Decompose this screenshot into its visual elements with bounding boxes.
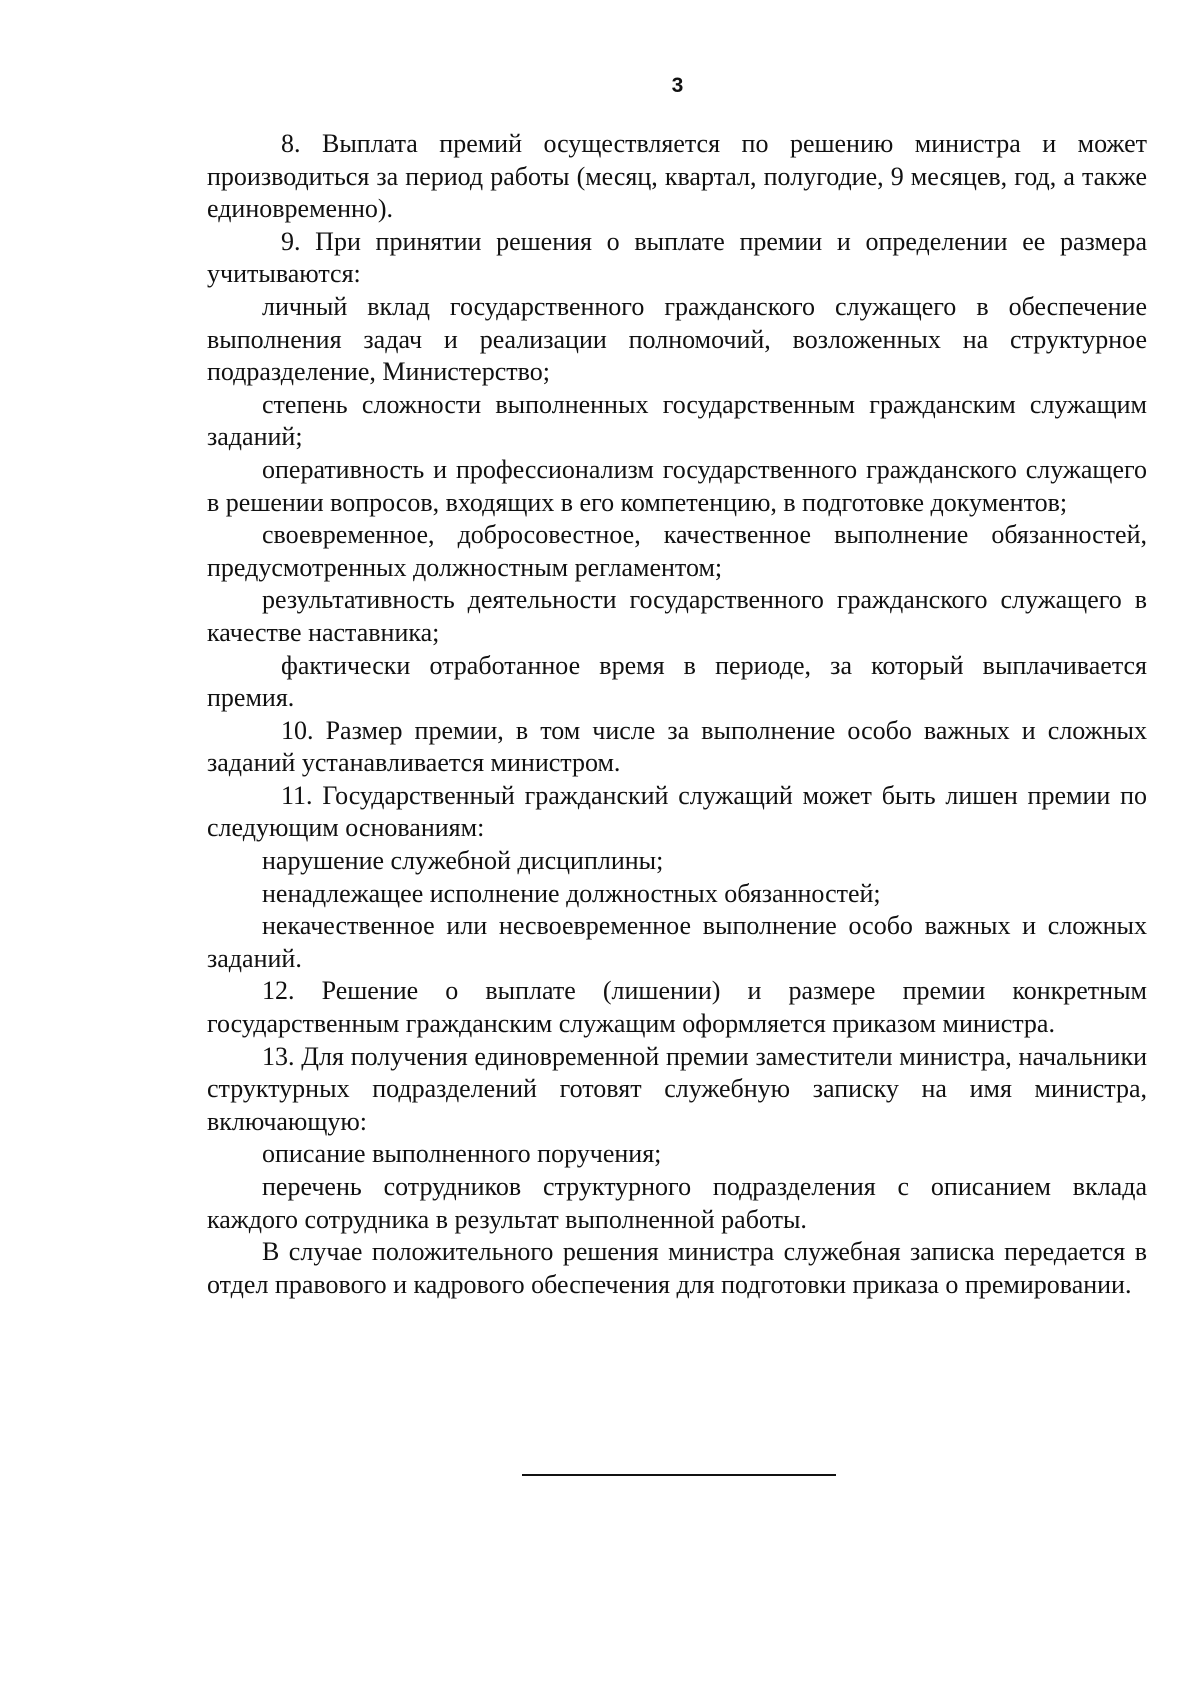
criterion-time-worked: фактически отработанное время в периоде, за который выплачивается премия. [207, 650, 1147, 713]
criterion-task-complexity: степень сложности выполненных государственным гражданским служащим заданий; [207, 389, 1147, 452]
criterion-mentoring: результативность деятельности государственного гражданского служащего в качестве наставника; [207, 585, 1147, 647]
memo-task-description: описание выполненного поручения; [262, 1139, 662, 1169]
paragraph-11: 11. Государственный гражданский служащий может быть лишен премии по следующим основаниям: [207, 780, 1147, 843]
criterion-efficiency: оперативность и профессионализм государственного гражданского служащего в решении вопросов, входящих в его компетенцию, в подготовке документов; [207, 454, 1147, 517]
document-body [207, 128, 1147, 1301]
paragraph-10: 10. Размер премии, в том числе за выполнение особо важных и сложных заданий устанавливается министром. [207, 715, 1147, 778]
criterion-personal-contribution: личный вклад государственного гражданского служащего в обеспечение выполнения задач и реализации полномочий, возложенных на структурное подразделение, Министерство; [207, 291, 1147, 387]
paragraph-8: 8. Выплата премий осуществляется по решению министра и может производиться за период работы (месяц, квартал, полугодие, 9 месяцев, год, а также единовременно). [207, 129, 1147, 224]
end-of-document-rule [522, 1474, 836, 1476]
criterion-timely-execution: своевременное, добросовестное, качественное выполнение обязанностей, предусмотренных должностным регламентом; [207, 520, 1147, 582]
paragraph-13: 13. Для получения единовременной премии заместители министра, начальники структурных подразделений готовят служебную записку на имя министра, включающую: [207, 1041, 1147, 1136]
memo-approval-procedure: В случае положительного решения министра служебная записка передается в отдел правового и кадрового обеспечения для подготовки приказа о премировании. [207, 1237, 1147, 1299]
memo-staff-list: перечень сотрудников структурного подразделения с описанием вклада каждого сотрудника в результат выполненной работы. [207, 1172, 1147, 1234]
paragraph-12: 12. Решение о выплате (лишении) и размере премии конкретным государственным гражданским служащим оформляется приказом министра. [207, 976, 1147, 1039]
ground-improper-performance: ненадлежащее исполнение должностных обязанностей; [262, 878, 881, 908]
paragraph-9: 9. При принятии решения о выплате премии и определении ее размера учитываются: [207, 226, 1147, 289]
page-number: 3 [671, 74, 684, 97]
ground-poor-task-execution: некачественное или несвоевременное выполнение особо важных и сложных заданий. [207, 911, 1147, 973]
ground-discipline-violation: нарушение служебной дисциплины; [262, 846, 664, 876]
